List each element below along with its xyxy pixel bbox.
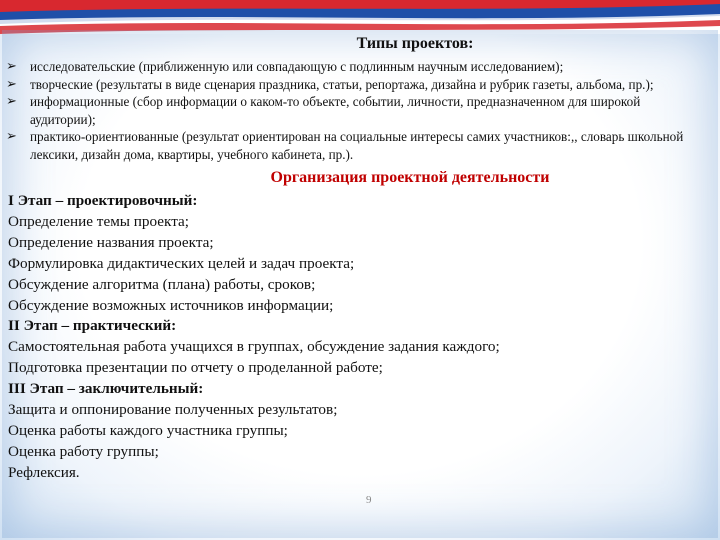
stage-3-item: Защита и оппонирование полученных результатов; <box>8 401 338 419</box>
arrow-bullet-icon: ➢ <box>6 76 17 92</box>
flag-banner <box>0 0 720 34</box>
stage-2-item: Подготовка презентации по отчету о проделанной работе; <box>8 359 383 377</box>
list-item-text: исследовательские (приближенную или совпадающую с подлинным научным исследованием); <box>30 59 564 74</box>
stage-1-item: Обсуждение алгоритма (плана) работы, сроков; <box>8 275 316 293</box>
types-title: Типы проектов: <box>356 35 474 52</box>
stage-2-item: Самостоятельная работа учащихся в группах, обсуждение задания каждого; <box>8 338 500 356</box>
list-item-text: информационные (сбор информации о каком-то объекте, событии, личности, предназначенном для широкой аудитории); <box>30 94 641 127</box>
stage-1-item: Определение темы проекта; <box>8 212 190 230</box>
stage-3-item: Оценка работы каждого участника группы; <box>8 421 288 439</box>
project-types-list <box>0 58 720 163</box>
stage-1-item: Формулировка дидактических целей и задач проекта; <box>8 254 355 272</box>
stage-3-heading: III Этап – заключительный: <box>8 380 204 398</box>
list-item-text: практико-ориентиованные (результат ориентирован на социальные интересы самих участников:,, словарь школьной лексики, дизайн дома, квартиры, учебного кабинета, пр.). <box>30 129 684 162</box>
arrow-bullet-icon: ➢ <box>6 94 17 109</box>
stage-1-item: Обсуждение возможных источников информации; <box>8 296 334 314</box>
list-item-text: творческие (результаты в виде сценария праздника, статьи, репортажа, дизайна и рубрик газеты, альбома, пр.); <box>30 76 654 92</box>
stage-2-heading: II Этап – практический: <box>8 317 177 335</box>
stage-1-item: Определение названия проекта; <box>8 233 214 251</box>
list-item <box>0 76 720 94</box>
stage-3-item: Рефлексия. <box>8 463 80 481</box>
stage-1-heading: I Этап – проектировочный: <box>8 192 198 209</box>
list-item <box>0 128 720 163</box>
list-item <box>0 93 720 128</box>
stages-section <box>0 191 720 484</box>
arrow-bullet-icon: ➢ <box>6 129 17 144</box>
slide-content <box>0 30 720 484</box>
page-number: 9 <box>366 494 372 506</box>
arrow-bullet-icon: ➢ <box>6 59 17 74</box>
organization-title: Организация проектной деятельности <box>270 169 550 186</box>
stage-3-item: Оценка работу группы; <box>8 442 159 460</box>
list-item <box>0 58 720 76</box>
